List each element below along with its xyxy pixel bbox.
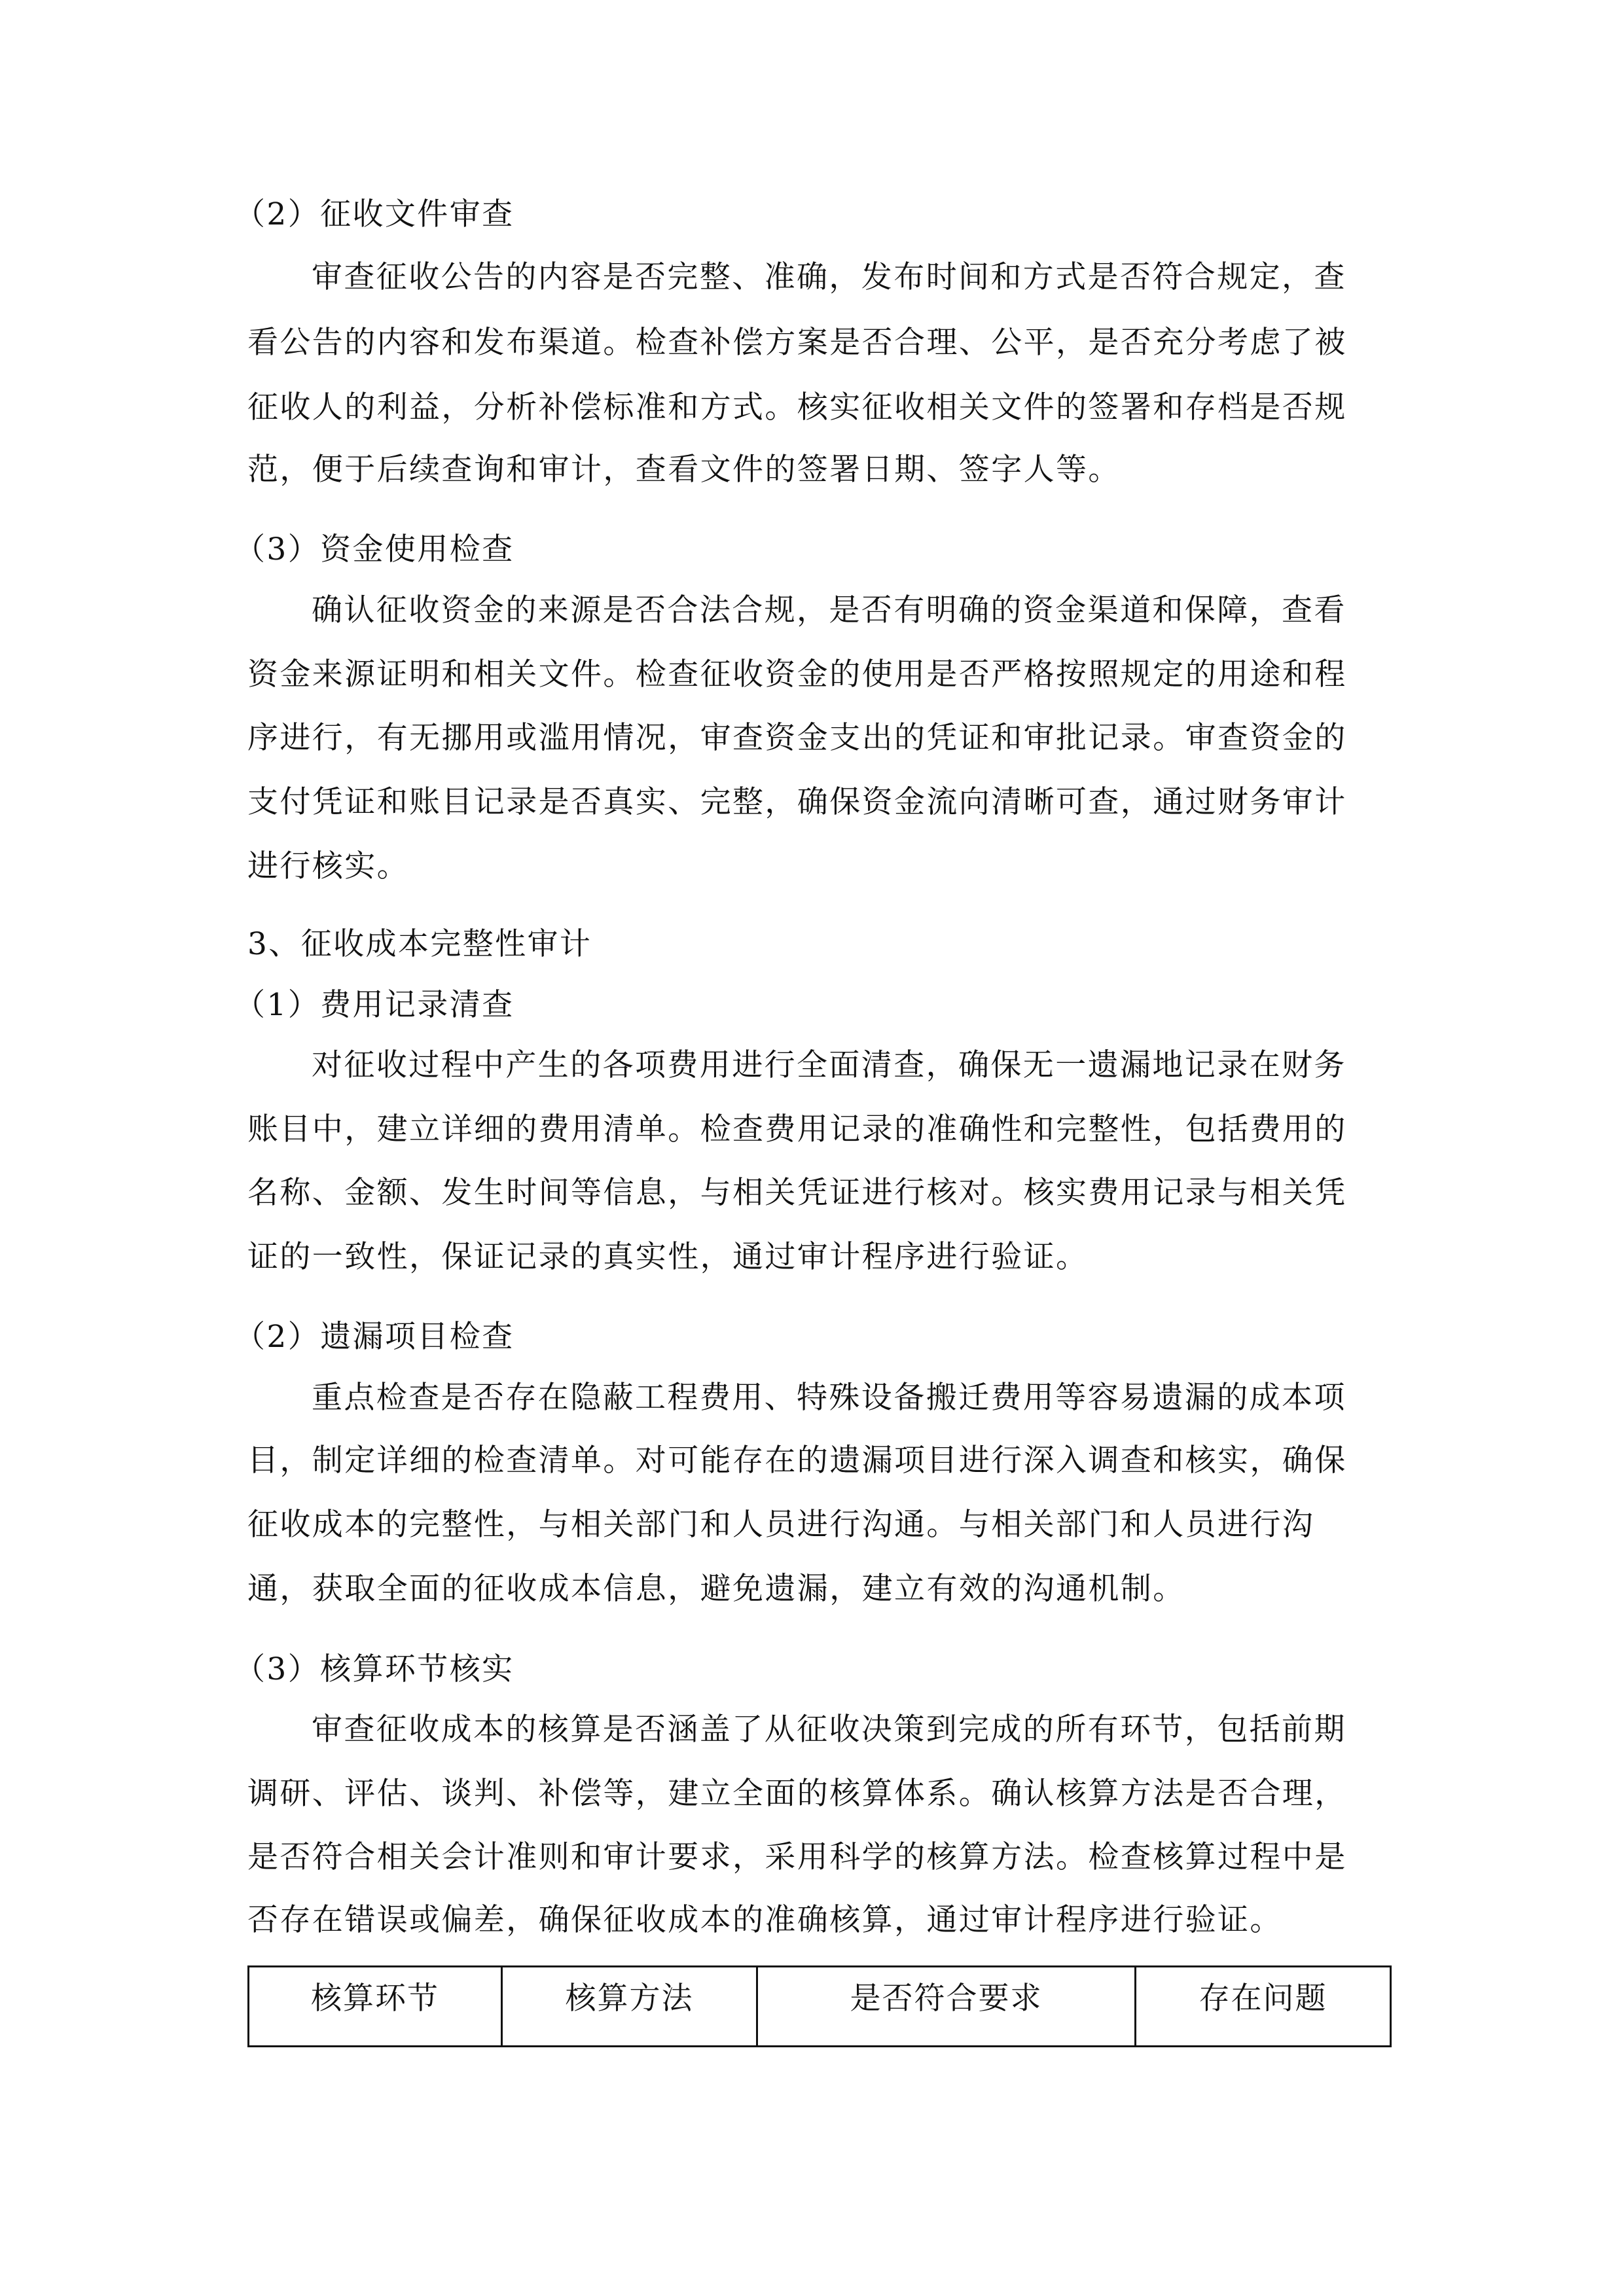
paragraph-line: 重点检查是否存在隐蔽工程费用、特殊设备搬迁费用等容易遗漏的成本项	[312, 1380, 1346, 1416]
paragraph-line: 看公告的内容和发布渠道。检查补偿方案是否合理、公平，是否充分考虑了被	[247, 325, 1347, 361]
paragraph-line: 名称、金额、发生时间等信息，与相关凭证进行核对。核实费用记录与相关凭	[247, 1175, 1347, 1211]
section-heading: （2）征收文件审查	[234, 196, 514, 232]
table-header-cell: 是否符合要求	[758, 1967, 1136, 2045]
paragraph-line: 调研、评估、谈判、补偿等，建立全面的核算体系。确认核算方法是否合理，	[247, 1776, 1347, 1812]
paragraph-line: 是否符合相关会计准则和审计要求，采用科学的核算方法。检查核算过程中是	[247, 1839, 1347, 1875]
table-header-cell: 核算方法	[503, 1967, 758, 2045]
chapter-heading: 3、征收成本完整性审计	[247, 926, 592, 962]
paragraph-line: 通，获取全面的征收成本信息，避免遗漏，建立有效的沟通机制。	[247, 1571, 1185, 1607]
accounting-table	[247, 1965, 1392, 2047]
table-header-cell: 存在问题	[1199, 1981, 1327, 2017]
paragraph-line: 支付凭证和账目记录是否真实、完整，确保资金流向清晰可查，通过财务审计	[247, 784, 1347, 820]
section-heading: （1）费用记录清查	[234, 987, 514, 1023]
paragraph-line: 资金来源证明和相关文件。检查征收资金的使用是否严格按照规定的用途和程	[247, 656, 1347, 692]
paragraph-line: 证的一致性，保证记录的真实性，通过审计程序进行验证。	[247, 1239, 1089, 1275]
paragraph-line: 审查征收成本的核算是否涵盖了从征收决策到完成的所有环节，包括前期	[312, 1712, 1346, 1748]
section-heading: （3）资金使用检查	[234, 531, 514, 567]
paragraph-line: 征收成本的完整性，与相关部门和人员进行沟通。与相关部门和人员进行沟	[247, 1507, 1315, 1543]
section-heading: （3）核算环节核实	[234, 1651, 514, 1687]
section-heading: （2）遗漏项目检查	[234, 1319, 514, 1355]
paragraph-line: 确认征收资金的来源是否合法合规，是否有明确的资金渠道和保障，查看	[312, 592, 1346, 628]
paragraph-line: 进行核实。	[247, 848, 409, 884]
paragraph-line: 对征收过程中产生的各项费用进行全面清查，确保无一遗漏地记录在财务	[312, 1047, 1346, 1083]
paragraph-line: 审查征收公告的内容是否完整、准确，发布时间和方式是否符合规定，查	[312, 259, 1346, 295]
paragraph-line: 征收人的利益，分析补偿标准和方式。核实征收相关文件的签署和存档是否规	[247, 389, 1347, 425]
paragraph-line: 目，制定详细的检查清单。对可能存在的遗漏项目进行深入调查和核实，确保	[247, 1443, 1347, 1479]
paragraph-line: 否存在错误或偏差，确保征收成本的准确核算，通过审计程序进行验证。	[247, 1902, 1282, 1938]
table-header-cell: 核算环节	[249, 1967, 503, 2045]
paragraph-line: 序进行，有无挪用或滥用情况，审查资金支出的凭证和审批记录。审查资金的	[247, 720, 1347, 756]
paragraph-line: 范，便于后续查询和审计，查看文件的签署日期、签字人等。	[247, 452, 1121, 488]
paragraph-line: 账目中，建立详细的费用清单。检查费用记录的准确性和完整性，包括费用的	[247, 1111, 1347, 1147]
